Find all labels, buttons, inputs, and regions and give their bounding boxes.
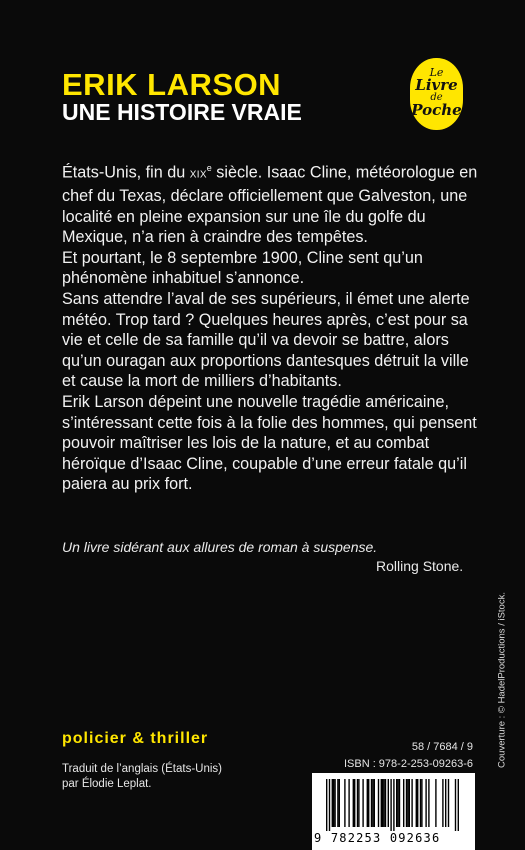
barcode-bar — [339, 779, 340, 827]
barcode-bar — [329, 779, 330, 831]
logo-word-de: de — [430, 92, 443, 103]
barcode-bar — [420, 779, 421, 827]
barcode-bar — [445, 779, 446, 827]
barcode-bar — [455, 779, 456, 831]
genre-label: policier & thriller — [62, 730, 209, 747]
logo-word-le: Le — [429, 66, 444, 79]
translation-credit — [62, 762, 222, 792]
barcode-bar — [337, 779, 338, 827]
barcode-bar — [390, 779, 391, 831]
barcode-bar — [362, 779, 363, 827]
barcode-bar — [374, 779, 375, 827]
barcode-bar — [416, 779, 417, 827]
barcode-bar — [403, 779, 404, 827]
logo-word-poche: Poche — [411, 101, 462, 119]
barcode-bar — [367, 779, 368, 827]
blurb-p1-end: siècle. Isaac Cline, météorologue en chef du Texas, déclare officiellement que Galveston, une localité en pleine expansion sur une île du golfe du Mexique, n’a rien à craindre des tempêtes. — [62, 163, 478, 247]
isbn-number: ISBN : 978-2-253-09263-6 — [343, 758, 473, 770]
blurb-paragraph-4: Erik Larson dépeint une nouvelle tragédie américaine, s’intéressant cette fois à la folie des hommes, qui pensent pouvoir maîtriser les lois de la nature, et au combat héroïque d’Isaac Cline, coupable d’une erreur fatale qu’il paiera au prix fort. — [62, 392, 477, 494]
barcode-bar — [382, 779, 383, 827]
blurb-p1-start: États-Unis, fin du — [62, 163, 190, 182]
barcode-bar — [348, 779, 349, 827]
barcode-bar — [393, 779, 394, 831]
barcode-bar — [435, 779, 436, 827]
barcode-bar — [458, 779, 459, 831]
barcode-bar — [383, 779, 384, 827]
barcode-bar — [397, 779, 398, 827]
barcode-bar — [396, 779, 397, 827]
back-cover-blurb — [62, 158, 482, 495]
cover-credit: Couverture : © HadelProductions / iStock. — [496, 592, 508, 768]
review-source: Rolling Stone. — [376, 558, 464, 574]
barcode-bar — [357, 779, 358, 827]
barcode-bar — [344, 779, 345, 827]
author-name: ERIK LARSON — [62, 67, 282, 102]
barcode-bars — [326, 779, 462, 831]
barcode-bar — [448, 779, 449, 827]
barcode-bar — [334, 779, 335, 827]
barcode-bar — [407, 779, 408, 827]
translation-line-2: par Élodie Leplat. — [62, 778, 152, 790]
barcode-bar — [421, 779, 422, 827]
barcode-bar — [411, 779, 412, 827]
catalog-reference: 58 / 7684 / 9 — [411, 741, 473, 753]
barcode-bar — [425, 779, 426, 827]
barcode-bar — [358, 779, 359, 827]
blurb-paragraph-2: Et pourtant, le 8 septembre 1900, Cline sent qu’un phénomène inhabituel s’annonce. — [62, 248, 423, 288]
translation-line-1: Traduit de l’anglais (États-Unis) — [62, 763, 222, 775]
barcode-bar — [388, 779, 389, 827]
review-quote: Un livre sidérant aux allures de roman à suspense. — [62, 539, 378, 555]
barcode-bar — [332, 779, 333, 827]
barcode-bar — [333, 779, 334, 827]
barcode — [312, 773, 475, 850]
blurb-paragraph-3: Sans attendre l’aval de ses supérieurs, il émet une alerte météo. Trop tard ? Quelques heures après, c’est pour sa vie et celle de sa famille qu’il va devoir se battre, alors qu’un ouragan aux proportions dantesques détruit la ville et cause la mort de milliers d’habitants. — [62, 289, 470, 391]
barcode-digits: 9 782253 092636 — [314, 831, 441, 845]
publisher-logo — [410, 58, 463, 130]
barcode-bar — [353, 779, 354, 827]
book-title: UNE HISTOIRE VRAIE — [62, 99, 302, 125]
barcode-bar — [326, 779, 327, 831]
barcode-bar — [378, 779, 379, 827]
barcode-bar — [354, 779, 355, 827]
barcode-bar — [417, 779, 418, 827]
century-numeral: XIX — [189, 169, 207, 181]
barcode-bar — [399, 779, 400, 827]
barcode-bar — [368, 779, 369, 827]
barcode-bar — [372, 779, 373, 827]
barcode-bar — [385, 779, 386, 827]
logo-word-livre: Livre — [415, 76, 458, 94]
barcode-bar — [409, 779, 410, 827]
barcode-bar — [428, 779, 429, 827]
barcode-bar — [381, 779, 382, 827]
blurb-paragraph-1 — [62, 158, 482, 248]
barcode-bar — [371, 779, 372, 827]
century-superscript: e — [206, 163, 212, 173]
barcode-bar — [406, 779, 407, 827]
barcode-bar — [442, 779, 443, 827]
